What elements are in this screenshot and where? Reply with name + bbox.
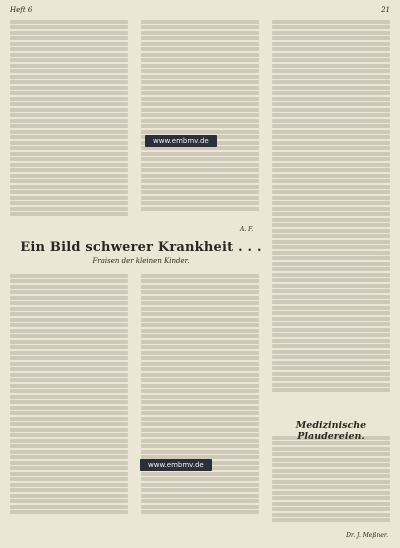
signature-initials: A. F. — [240, 226, 254, 233]
column-2-bottom-body — [141, 274, 259, 515]
column-3-bottom — [272, 434, 390, 530]
headline-subtitle: Fraisen der kleinen Kinder. — [92, 257, 190, 265]
column-1-body — [10, 20, 128, 217]
column-1-bottom — [10, 272, 128, 542]
column-2-bottom — [141, 272, 259, 542]
column-3-body — [272, 20, 390, 393]
watermark-top: www.embmv.de — [145, 135, 217, 147]
issue-label: Heft 6 — [10, 6, 33, 14]
section-title-medical: Medizinische Plaudereien. — [295, 420, 367, 442]
column-2-top — [141, 18, 259, 236]
watermark-bottom: www.embmv.de — [140, 459, 212, 471]
author-signature: Dr. J. Meßner. — [346, 532, 388, 539]
column-3 — [272, 18, 390, 418]
column-1-bottom-body — [10, 274, 128, 515]
page-number: 21 — [381, 6, 390, 14]
article-headline — [10, 240, 272, 265]
column-2-body — [141, 20, 259, 211]
headline-title: Ein Bild schwerer Krankheit . . . — [20, 240, 262, 255]
page-header — [10, 6, 390, 18]
column-1-top — [10, 18, 128, 236]
column-3-bottom-body — [272, 436, 390, 523]
